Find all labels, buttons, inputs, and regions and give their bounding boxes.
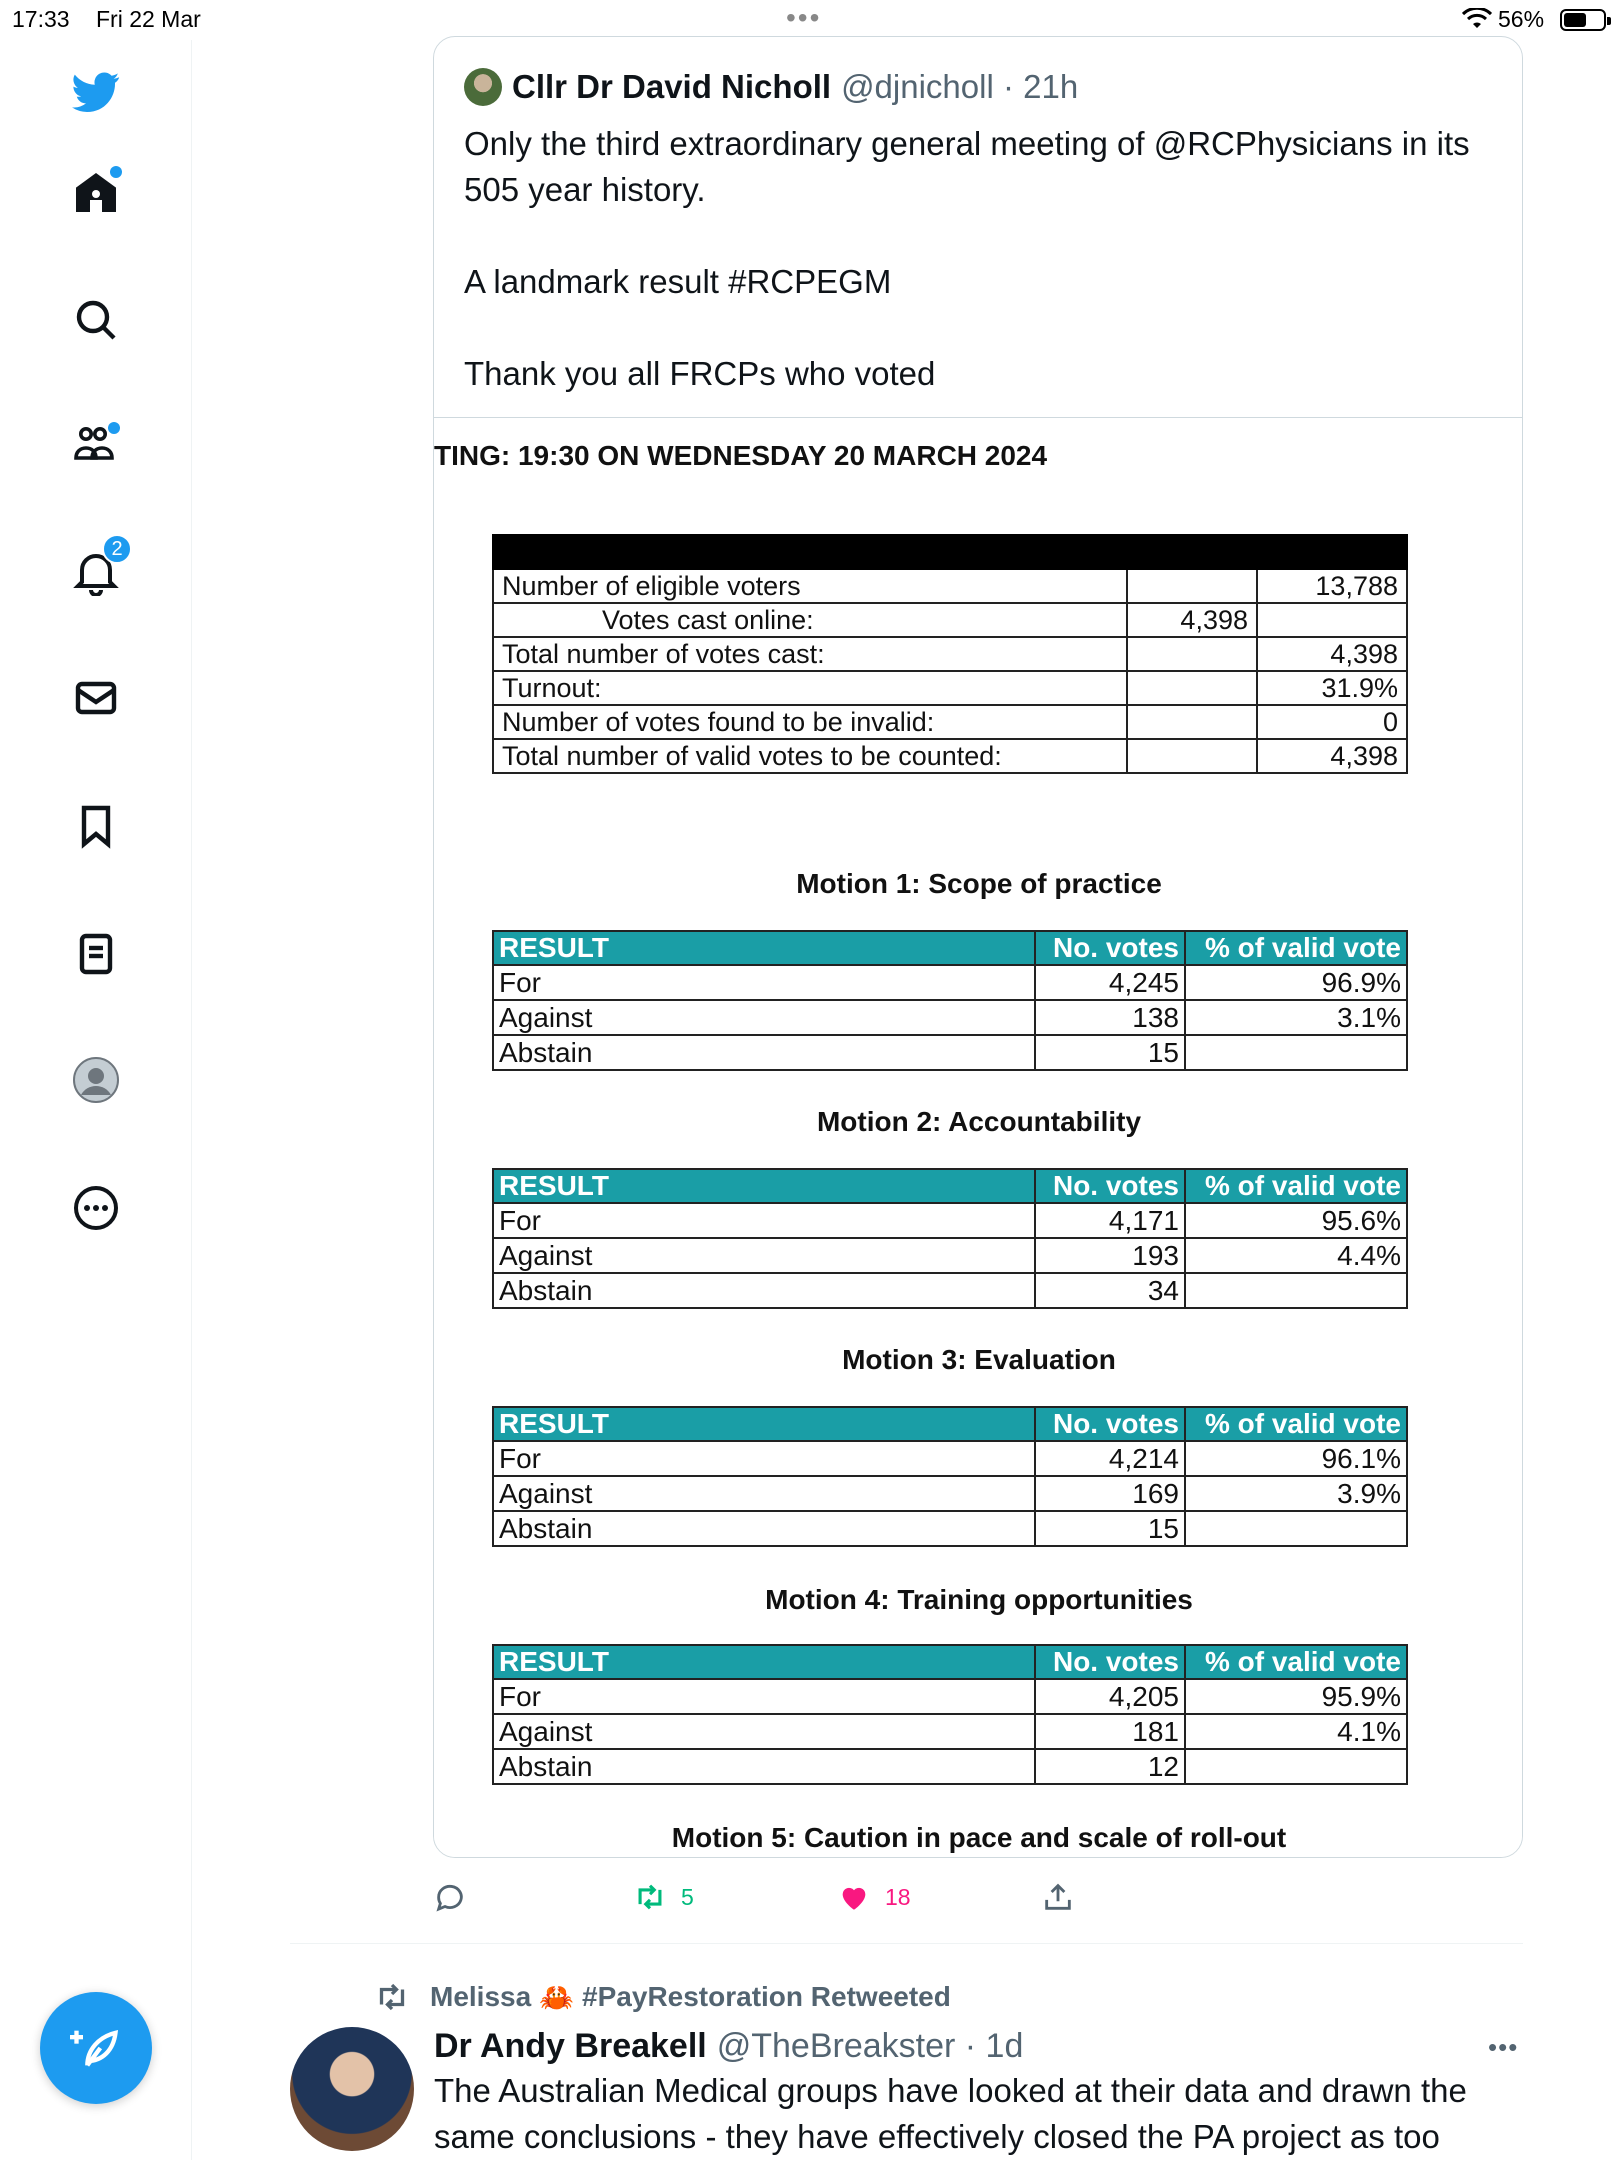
communities-new-dot — [108, 422, 120, 434]
quoted-tweet-header — [464, 65, 1078, 109]
wifi-icon — [1462, 8, 1492, 30]
lists-icon[interactable] — [66, 924, 126, 984]
table-row: Against 181 4.1% — [493, 1714, 1407, 1749]
table-row: Abstain 34 — [493, 1273, 1407, 1308]
quoted-tweet-text: Only the third extraordinary general meeting of @RCPhysicians in its 505 year history. A landmark result #RCPEGM Thank you all FRCPs who voted — [464, 125, 1470, 392]
like-count: 18 — [885, 1883, 911, 1910]
motion-4-table: RESULT No. votes % of valid vote For 4,205 95.9% Against 181 4.1% Abstain 12 — [492, 1644, 1408, 1785]
multitask-dots[interactable]: ••• — [786, 2, 822, 33]
summary-table — [492, 534, 1408, 774]
table-row: Against 169 3.9% — [493, 1476, 1407, 1511]
author-handle[interactable]: @djnicholl · 21h — [841, 68, 1079, 105]
tweet-actions — [433, 1872, 1523, 1922]
summary-row: Number of eligible voters 13,788 — [493, 569, 1407, 603]
attached-image[interactable] — [434, 417, 1523, 1858]
status-bar — [0, 0, 1620, 40]
next-author-name[interactable]: Dr Andy Breakell — [434, 2026, 707, 2065]
motion-1-title: Motion 1: Scope of practice — [796, 868, 1162, 899]
battery-icon — [1560, 9, 1606, 31]
retweeter-name: Melissa — [430, 1981, 532, 2012]
summary-row: Number of votes found to be invalid: 0 — [493, 705, 1407, 739]
search-icon[interactable] — [66, 290, 126, 350]
crab-emoji-icon: 🦀 — [539, 1981, 575, 2013]
notifications-icon[interactable] — [66, 537, 126, 602]
motion-1-table: RESULT No. votes % of valid vote For 4,245 96.9% Against 138 3.1% Abstain 15 — [492, 930, 1408, 1071]
retweeted-by-row[interactable] — [374, 1977, 951, 2017]
compose-feather-icon — [70, 2022, 122, 2074]
table-row: For 4,245 96.9% — [493, 965, 1407, 1000]
retweet-icon — [633, 1880, 667, 1914]
reply-button[interactable] — [433, 1872, 481, 1922]
motion-2-title: Motion 2: Accountability — [816, 1106, 1142, 1137]
status-date: Fri 22 Mar — [96, 6, 201, 32]
table-row: Abstain 15 — [493, 1035, 1407, 1070]
twitter-bird-icon[interactable] — [66, 62, 126, 122]
author-name[interactable]: Cllr Dr David Nicholl — [512, 68, 832, 105]
like-button[interactable] — [837, 1872, 911, 1922]
summary-row: Total number of valid votes to be counted: 4,398 — [493, 739, 1407, 773]
summary-row: Total number of votes cast: 4,398 — [493, 637, 1407, 671]
next-author-handle[interactable]: @TheBreakster · 1d — [716, 2026, 1024, 2065]
summary-row: Votes cast online: 4,398 — [493, 603, 1407, 637]
battery-percent: 56% — [1498, 6, 1545, 32]
share-button[interactable] — [1041, 1872, 1089, 1922]
tweet-more-button[interactable]: ••• — [1488, 2032, 1519, 2062]
messages-icon[interactable] — [66, 668, 126, 728]
home-new-dot — [110, 166, 122, 178]
next-author-avatar[interactable] — [290, 2027, 414, 2151]
more-icon[interactable] — [66, 1178, 126, 1238]
motion-4-title: Motion 4: Training opportunities — [765, 1584, 1193, 1615]
table-row: For 4,171 95.6% — [493, 1203, 1407, 1238]
summary-row: Turnout: 31.9% — [493, 671, 1407, 705]
author-avatar[interactable] — [464, 68, 502, 106]
table-row: Against 193 4.4% — [493, 1238, 1407, 1273]
reply-icon — [433, 1880, 467, 1914]
motion-3-title: Motion 3: Evaluation — [842, 1344, 1116, 1375]
document-heading: TING: 19:30 ON WEDNESDAY 20 MARCH 2024 — [434, 440, 1048, 471]
sidebar-nav — [0, 40, 192, 2160]
retweeted-suffix: #PayRestoration Retweeted — [582, 1981, 951, 2012]
quoted-tweet-card[interactable] — [433, 36, 1523, 1858]
tweet-divider — [290, 1943, 1523, 1944]
profile-icon[interactable] — [66, 1050, 126, 1110]
retweet-button[interactable] — [633, 1872, 694, 1922]
table-row: For 4,205 95.9% — [493, 1679, 1407, 1714]
table-row: For 4,214 96.1% — [493, 1441, 1407, 1476]
bookmarks-icon[interactable] — [66, 796, 126, 856]
notifications-count-badge: 2 — [102, 534, 132, 564]
next-tweet-text: The Australian Medical groups have looked at their data and drawn the same conclusions - they have effectively closed the PA project as too — [434, 2072, 1467, 2155]
motion-2-table: RESULT No. votes % of valid vote For 4,171 95.6% Against 193 4.4% Abstain 34 — [492, 1168, 1408, 1309]
share-icon — [1041, 1880, 1075, 1914]
retweet-count: 5 — [681, 1883, 694, 1910]
compose-tweet-button[interactable] — [40, 1992, 152, 2104]
retweet-small-icon — [374, 1979, 410, 2015]
table-row: Abstain 12 — [493, 1749, 1407, 1784]
motion-5-title: Motion 5: Caution in pace and scale of roll-out — [671, 1822, 1287, 1853]
table-row: Against 138 3.1% — [493, 1000, 1407, 1035]
home-icon[interactable] — [66, 162, 126, 222]
motion-3-table: RESULT No. votes % of valid vote For 4,214 96.1% Against 169 3.9% Abstain 15 — [492, 1406, 1408, 1547]
next-tweet-header — [434, 2024, 1023, 2068]
communities-icon[interactable] — [66, 416, 126, 476]
heart-icon — [837, 1880, 871, 1914]
status-time: 17:33 — [12, 6, 70, 32]
table-row: Abstain 15 — [493, 1511, 1407, 1546]
